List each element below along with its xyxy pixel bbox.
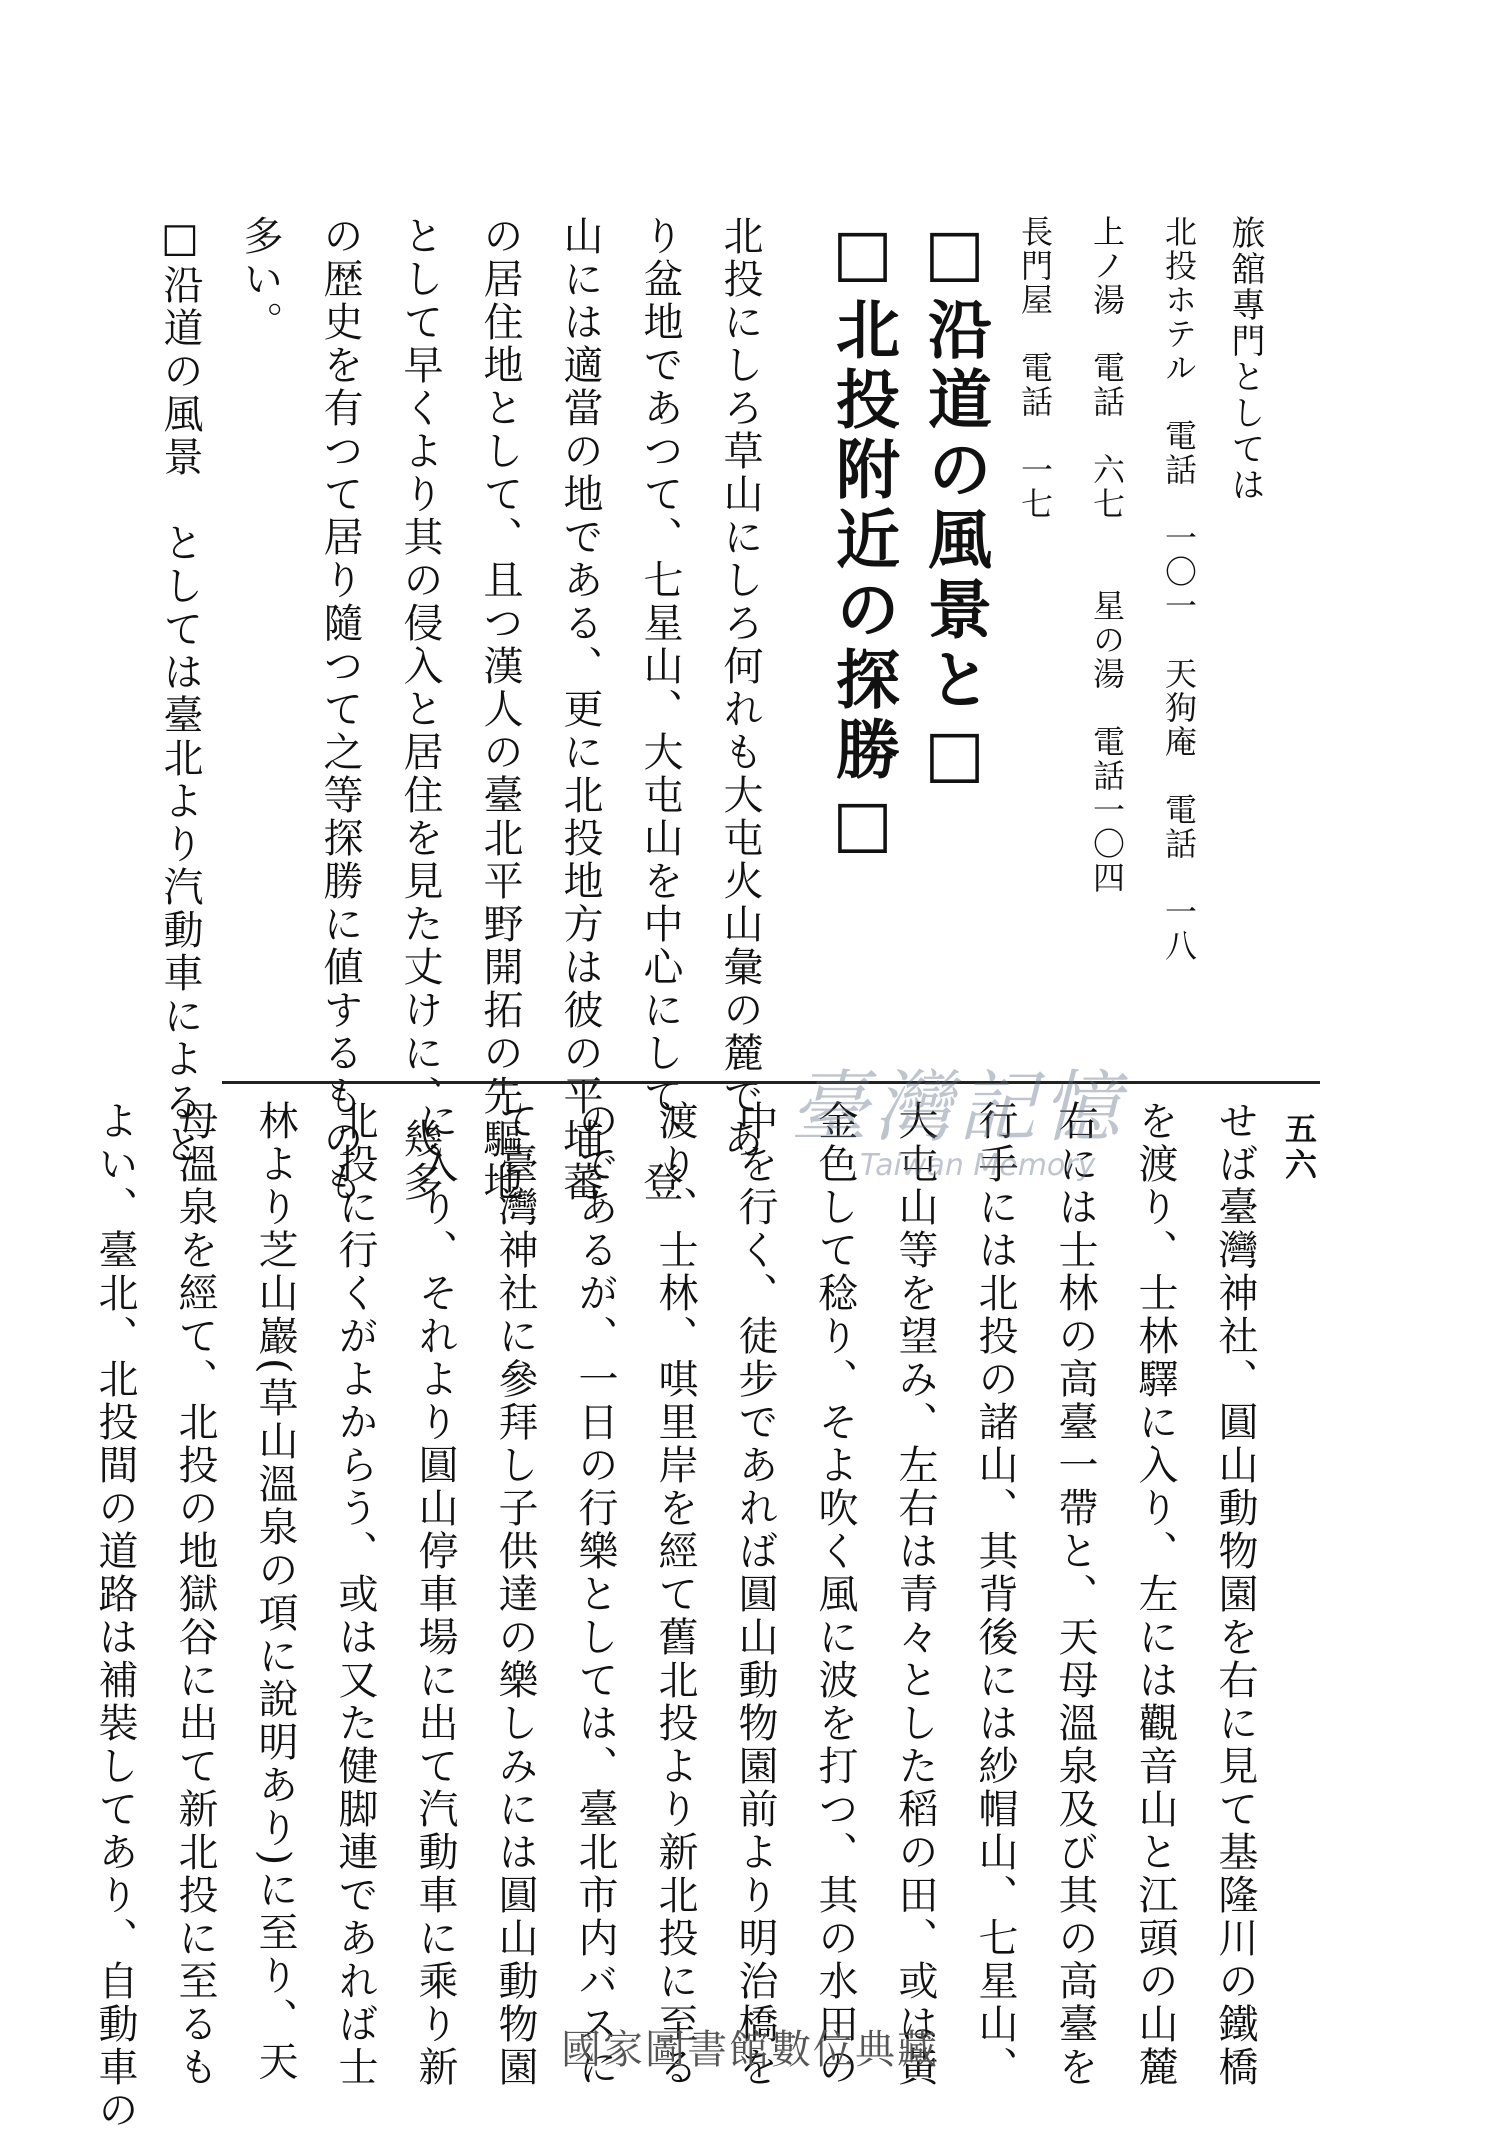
upper-body-text bbox=[157, 215, 780, 1204]
section-heading bbox=[816, 215, 1000, 1075]
heading-line: □沿道の風景と□ bbox=[917, 215, 992, 797]
text-column: 林より芝山巖(草山溫泉の項に說明あり)に至り、天 bbox=[252, 1100, 298, 2084]
text-column: て臺灣神社に參拜し子供達の樂しみには圓山動物園 bbox=[492, 1100, 538, 2089]
text-column: 大屯山等を望み、左右は青々とした稻の田、或は黃 bbox=[892, 1100, 938, 2089]
text-column: 行手には北投の諸山、其背後には紗帽山、七星山、 bbox=[972, 1100, 1018, 2089]
heading-line: □北投附近の探勝□ bbox=[825, 215, 900, 867]
hotel-list bbox=[999, 215, 1215, 1075]
hotel-line: 上ノ湯 電話 六七 星の湯 電話一〇四 bbox=[1088, 215, 1126, 895]
text-column: 北投に行くがよからう、或は又た健脚連であれば士 bbox=[332, 1100, 378, 2089]
text-column: よい、臺北、北投間の道路は補裝してあり、自動車の bbox=[92, 1100, 138, 2132]
intro-text: 旅舘專門としては bbox=[1225, 215, 1265, 503]
watermark-english: Taiwan Memory bbox=[860, 1148, 1096, 1183]
hotel-line: 北投ホテル 電話 一〇一 天狗庵 電話 一八 bbox=[1160, 215, 1198, 963]
text-column: り盆地であつて、七星山、大屯山を中心にして、登 bbox=[637, 215, 683, 1204]
watermark-chinese: 臺灣記憶 bbox=[790, 1063, 1127, 1153]
text-column: 右には士林の高臺一帶と、天母溫泉及び其の高臺を bbox=[1052, 1100, 1098, 2089]
text-column: 中を行く、徒步であれば圓山動物園前より明治橋を bbox=[732, 1100, 778, 2089]
text-column: 渡り、士林、唭里岸を經て舊北投より新北投に至る bbox=[652, 1100, 698, 2089]
section-divider bbox=[222, 1081, 1320, 1084]
intro-line bbox=[1215, 215, 1275, 1075]
text-column: に入り、それより圓山停車場に出て汽動車に乘り新 bbox=[412, 1100, 458, 2089]
text-column: の歴史を有つて居り隨つて之等探勝に値するものも bbox=[317, 215, 363, 1204]
page-number: 五六 bbox=[1280, 1112, 1318, 1184]
text-column: を渡り、士林驛に入り、左には觀音山と江頭の山麓 bbox=[1132, 1100, 1178, 2089]
text-column: の居住地として、且つ漢人の臺北平野開拓の先驅地 bbox=[477, 215, 523, 1204]
footer-credit: 國家圖書館數位典藏 bbox=[561, 2027, 939, 2073]
text-column: 金色して稔り、そよ吹く風に波を打つ、其の水田の bbox=[812, 1100, 858, 2089]
text-column: 多い。 bbox=[237, 215, 283, 344]
text-column: 母溫泉を經て、北投の地獄谷に出て新北投に至るも bbox=[172, 1100, 218, 2089]
text-column: せば臺灣神社、圓山動物園を右に見て基隆川の鐵橋 bbox=[1212, 1100, 1258, 2089]
text-column: のであるが、一日の行樂としては、臺北市内バスに bbox=[572, 1100, 618, 2089]
text-column: □沿道の風景 としては臺北より汽動車によると bbox=[157, 215, 203, 1167]
text-column: 北投にしろ草山にしろ何れも大屯火山彙の麓であ bbox=[717, 215, 763, 1161]
text-column: 山には適當の地である、更に北投地方は彼の平埔蕃 bbox=[557, 215, 603, 1204]
hotel-line: 長門屋 電話 一七 bbox=[1016, 215, 1054, 521]
text-column: として早くより其の侵入と居住を見た丈けに、幾多 bbox=[397, 215, 443, 1204]
